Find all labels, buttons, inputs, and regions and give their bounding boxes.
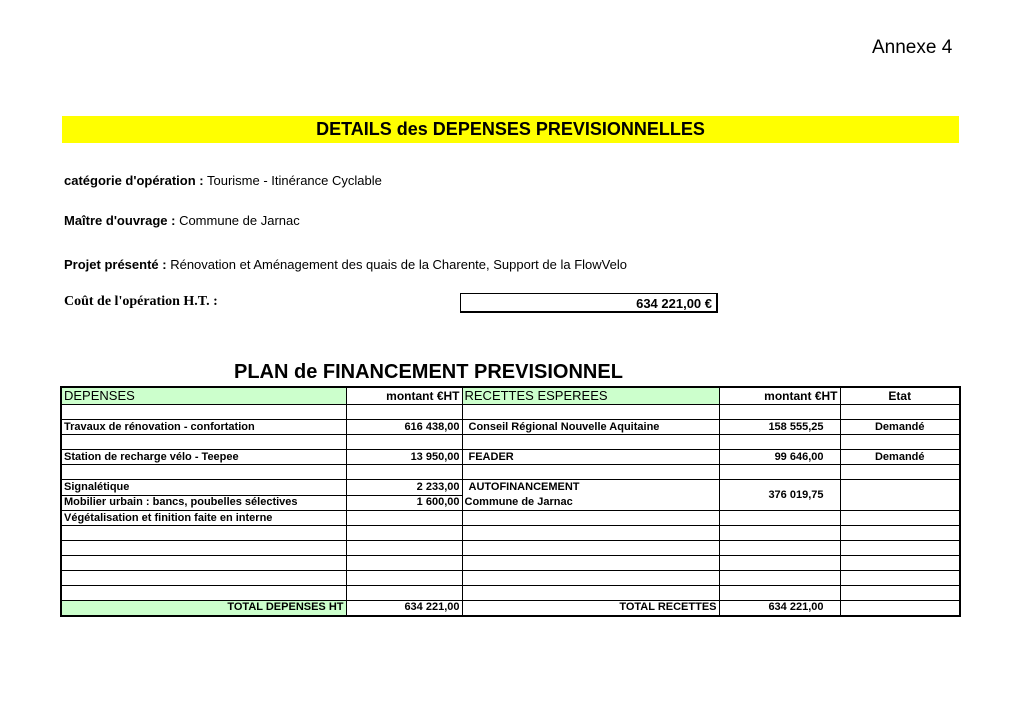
recette-label-line2: Commune de Jarnac (464, 496, 573, 508)
total-recettes-label: TOTAL RECETTES (462, 601, 719, 616)
recette-autofinancement (462, 480, 719, 511)
recette-etat: Demandé (840, 420, 960, 435)
depense-montant: 2 233,00 (346, 480, 462, 496)
recette-label: Conseil Régional Nouvelle Aquitaine (462, 420, 719, 435)
header-etat: Etat (840, 387, 960, 405)
table-row (61, 541, 960, 556)
projet-label: Projet présenté : (64, 257, 167, 272)
annex-number: Annexe 4 (872, 37, 953, 58)
table-row (61, 435, 960, 450)
depense-label: Signalétique (61, 480, 346, 496)
table-header-row (61, 387, 960, 405)
recette-label: FEADER (462, 450, 719, 465)
header-montant-depenses: montant €HT (346, 387, 462, 405)
header-montant-recettes: montant €HT (719, 387, 840, 405)
table-row (61, 420, 960, 435)
cout-value: 634 221,00 € (460, 293, 718, 313)
depense-montant (346, 511, 462, 526)
plan-title: PLAN de FINANCEMENT PREVISIONNEL (234, 361, 623, 383)
table-row (61, 556, 960, 571)
maitre-value: Commune de Jarnac (175, 213, 300, 228)
maitre-label: Maître d'ouvrage : (64, 213, 176, 228)
maitre-line (64, 213, 300, 228)
depense-montant: 13 950,00 (346, 450, 462, 465)
recette-montant: 376 019,75 (719, 480, 840, 511)
depense-montant: 1 600,00 (346, 495, 462, 511)
header-recettes: RECETTES ESPEREES (462, 387, 719, 405)
categorie-value: Tourisme - Itinérance Cyclable (203, 173, 382, 188)
depense-label: Végétalisation et finition faite en interne (61, 511, 346, 526)
recette-etat (840, 480, 960, 511)
table-row (61, 526, 960, 541)
depense-label: Mobilier urbain : bancs, poubelles sélectives (61, 495, 346, 511)
table-row (61, 465, 960, 480)
recette-montant: 158 555,25 (719, 420, 840, 435)
categorie-label: catégorie d'opération : (64, 173, 204, 188)
total-row (61, 601, 960, 616)
projet-value: Rénovation et Aménagement des quais de la Charente, Support de la FlowVelo (166, 257, 627, 272)
categorie-line (64, 173, 382, 188)
depense-label: Station de recharge vélo - Teepee (61, 450, 346, 465)
header-depenses: DEPENSES (61, 387, 346, 405)
total-depenses-label: TOTAL DEPENSES HT (61, 601, 346, 616)
table-row (61, 450, 960, 465)
table-row (61, 405, 960, 420)
recette-montant: 99 646,00 (719, 450, 840, 465)
table-row (61, 586, 960, 601)
recette-label-line1: AUTOFINANCEMENT (468, 481, 580, 493)
cout-label: Coût de l'opération H.T. : (64, 294, 218, 309)
depense-label: Travaux de rénovation - confortation (61, 420, 346, 435)
projet-line (64, 257, 627, 272)
recette-etat: Demandé (840, 450, 960, 465)
total-depenses-value: 634 221,00 (346, 601, 462, 616)
depense-montant: 616 438,00 (346, 420, 462, 435)
page-title: DETAILS des DEPENSES PREVISIONNELLES (62, 116, 959, 143)
table-row (61, 480, 960, 496)
financing-table (60, 386, 961, 617)
table-row (61, 571, 960, 586)
table-row (61, 511, 960, 526)
total-recettes-value: 634 221,00 (719, 601, 840, 616)
